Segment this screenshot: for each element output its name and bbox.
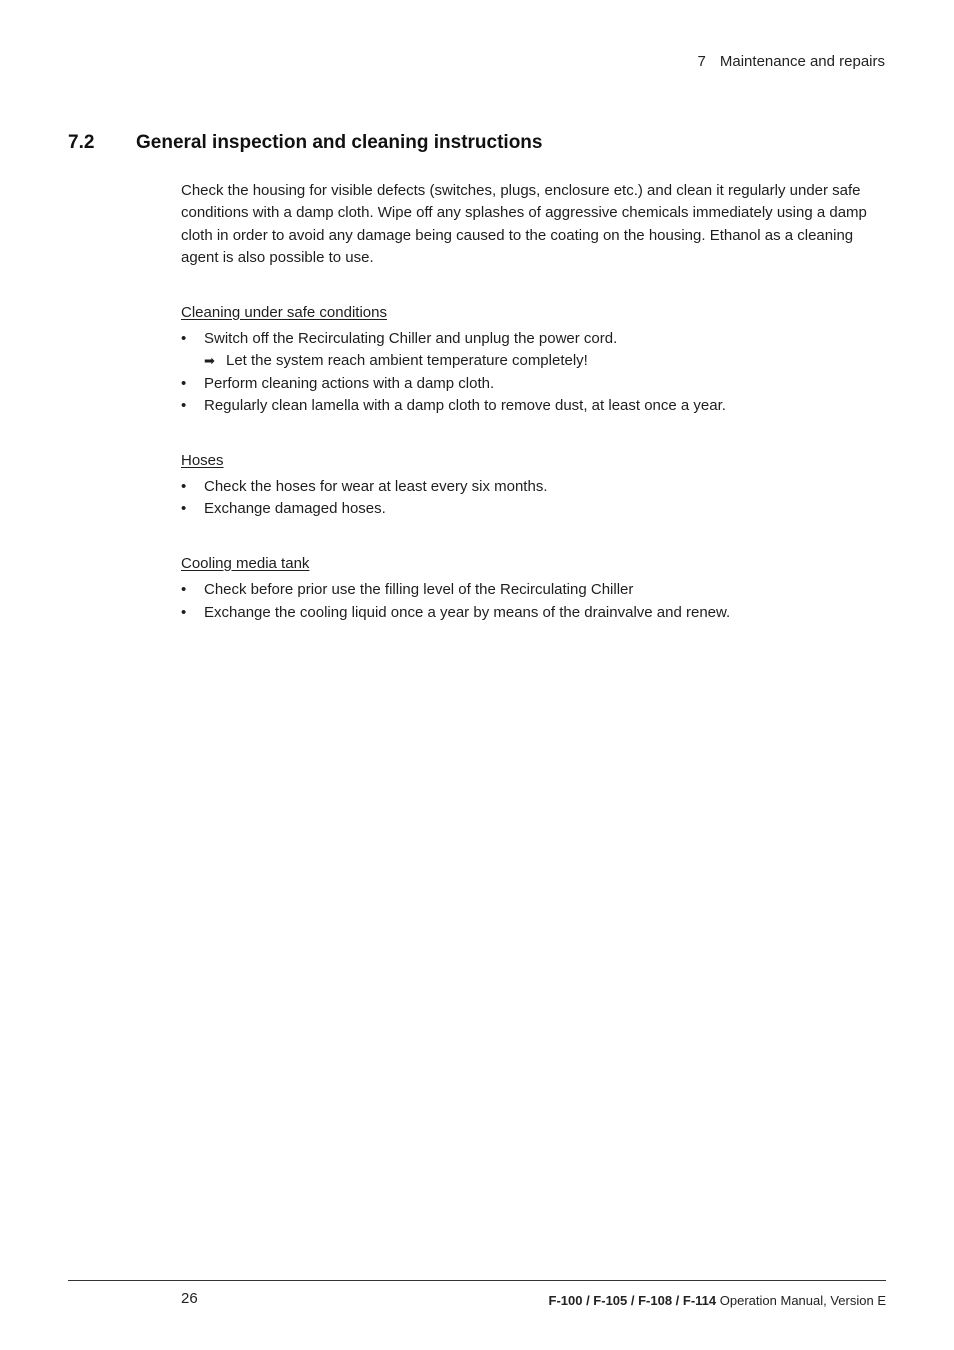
arrow-right-icon: ➡ [204,353,215,369]
bullet-icon: • [181,330,187,348]
bullet-icon: • [181,374,187,392]
section-number: 7.2 [68,132,95,153]
bullet-icon: • [181,397,187,415]
list-item [181,476,881,498]
section-heading [68,132,542,154]
section-title: General inspection and cleaning instructions [136,132,543,153]
list-item-text: Perform cleaning actions with a damp cloth. [204,374,495,392]
sub-step [204,350,881,372]
footer-doc-title: Operation Manual, Version E [719,1293,886,1308]
list-item-text: Exchange damaged hoses. [204,500,386,518]
tank-list [181,579,881,624]
list-item-text: Check the hoses for wear at least every six months. [204,478,548,496]
chapter-title: Maintenance and repairs [719,53,885,70]
list-item-text: Regularly clean lamella with a damp cloth to remove dust, at least once a year. [204,397,726,415]
list-item-text: Exchange the cooling liquid once a year by means of the drainvalve and renew. [204,603,731,621]
list-item [181,328,881,373]
cleaning-heading: Cleaning under safe conditions [181,303,387,321]
hoses-heading: Hoses [181,451,224,469]
bullet-icon: • [181,581,187,599]
hoses-list [181,476,881,521]
list-item [181,395,881,417]
footer-title [549,1293,886,1308]
list-item [181,498,881,520]
bullet-icon: • [181,478,187,496]
running-header [698,53,885,70]
list-item-text: Switch off the Recirculating Chiller and unplug the power cord. [204,330,618,348]
tank-heading: Cooling media tank [181,554,310,572]
list-item [181,602,881,624]
list-item-text: Check before prior use the filling level of the Recirculating Chiller [204,581,634,599]
footer-models: F-100 / F-105 / F-108 / F-114 [548,1293,717,1308]
bullet-icon: • [181,603,187,621]
main-content [181,180,881,656]
sub-step-text: Let the system reach ambient temperature completely! [226,352,588,370]
list-item [181,579,881,601]
footer-divider [68,1280,886,1281]
list-item [181,373,881,395]
chapter-number: 7 [697,53,706,70]
bullet-icon: • [181,500,187,518]
page-number: 26 [181,1290,198,1307]
intro-paragraph: Check the housing for visible defects (switches, plugs, enclosure etc.) and clean it regularly under safe conditions with a damp cloth. Wipe off any splashes of aggressive chemicals immediately using a damp cloth in order to avoid any damage being caused to the coating on the housing. Ethanol as a cleaning agent is also possible to use. [181,182,867,267]
cleaning-list [181,328,881,418]
